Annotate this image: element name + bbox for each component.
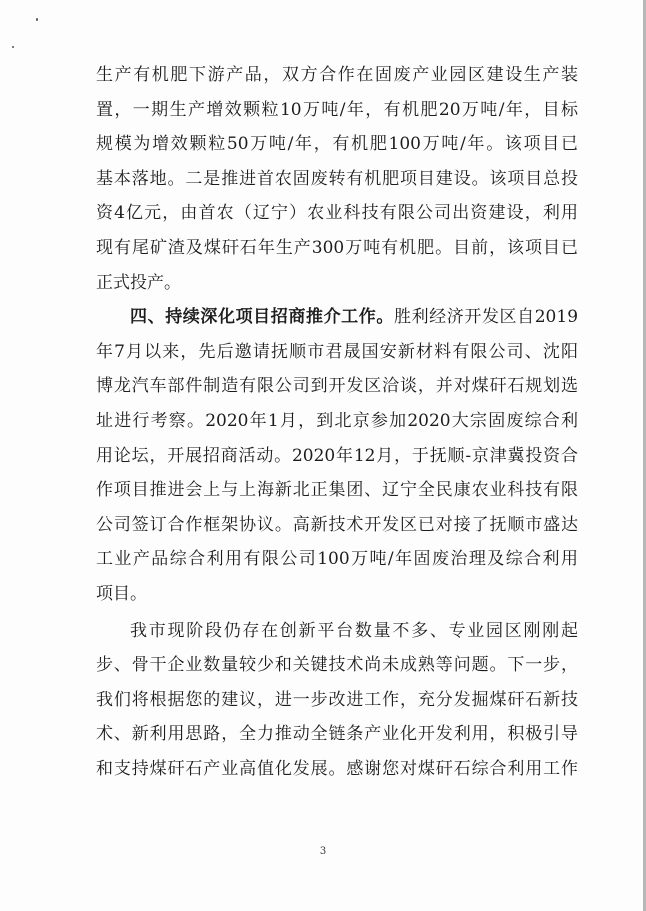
text-line: 术、新利用思路，全力推动全链条产业化开发利用，积极引导 [96, 724, 578, 745]
section-4-first-line-text: 胜利经济开发区自2019 [393, 307, 578, 328]
text-line: 规模为增效颗粒50万吨/年，有机肥100万吨/年。该项目已 [96, 134, 578, 155]
text-line: 工业产品综合利用有限公司100万吨/年固废治理及综合利用 [96, 549, 578, 570]
text-line: 和支持煤矸石产业高值化发展。感谢您对煤矸石综合利用工作 [96, 758, 578, 779]
text-line: 基本落地。二是推进首农固废转有机肥项目建设。该项目总投 [96, 168, 578, 189]
text-line: 步、骨干企业数量较少和关键技术尚未成熟等问题。下一步， [96, 655, 578, 676]
text-line: 用论坛，开展招商活动。2020年12月，于抚顺-京津冀投资合 [96, 445, 578, 466]
page-number: 3 [319, 846, 327, 857]
text-line: 现有尾矿渣及煤矸石年生产300万吨有机肥。目前，该项目已 [96, 237, 578, 258]
text-line: 我市现阶段仍存在创新平台数量不多、专业园区刚刚起 [130, 620, 578, 641]
document-body [96, 58, 578, 786]
text-line: 博龙汽车部件制造有限公司到开发区洽谈，并对煤矸石规划选 [96, 376, 578, 397]
scan-speck [12, 46, 14, 48]
section-4-heading: 四、持续深化项目招商推介工作。 [130, 307, 394, 328]
text-line: 作项目推进会上与上海新北正集团、辽宁全民康农业科技有限 [96, 480, 578, 501]
scan-speck [36, 18, 38, 21]
text-line: 年7月以来，先后邀请抚顺市君晟国安新材料有限公司、沈阳 [96, 341, 578, 362]
text-line: 我们将根据您的建议，进一步改进工作，充分发掘煤矸石新技 [96, 689, 578, 710]
text-line: 置，一期生产增效颗粒10万吨/年，有机肥20万吨/年，目标 [96, 99, 578, 120]
text-line: 资4亿元，由首农（辽宁）农业科技有限公司出资建设，利用 [96, 203, 578, 224]
text-line: 生产有机肥下游产品，双方合作在固废产业园区建设生产装 [96, 65, 578, 85]
text-line: 公司签订合作框架协议。高新技术开发区已对接了抚顺市盛达 [96, 514, 578, 535]
text-line: 项目。 [96, 583, 147, 604]
section-4-first-line [96, 300, 578, 335]
text-line: 正式投产。 [96, 272, 181, 293]
text-line: 址进行考察。2020年1月，到北京参加2020大宗固废综合利 [96, 410, 578, 431]
